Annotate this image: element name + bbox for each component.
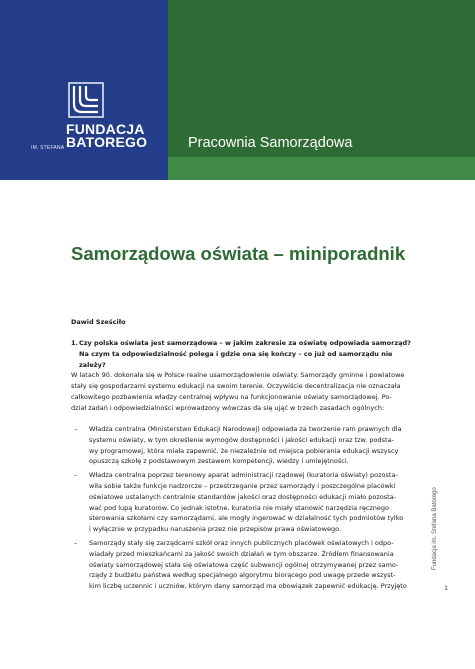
section-title: Pracownia Samorządowa (188, 135, 353, 151)
logo-small-text: IM. STEFANA (31, 145, 65, 151)
question-block (71, 338, 416, 371)
bullet-line: opuszczą szkołę z podstawowym zestawem kompetencji, wiedzy i umiejętności. (89, 457, 349, 466)
logo-wordmark (56, 123, 161, 149)
bullet-item (74, 424, 419, 467)
intro-paragraph (71, 370, 415, 414)
page-header (0, 0, 475, 180)
bullet-item (74, 538, 419, 592)
bullet-line: wiła sobie także funkcje nadzorcze – przestrzeganie przez samorządy i poszczególne placówki (89, 481, 396, 490)
header-green-panel (168, 0, 475, 180)
foundation-logo-icon (68, 82, 104, 118)
bullet-list (74, 424, 419, 595)
intro-line: W latach 90. dokonała się w Polsce realne usamorządowienie oświaty. Samorządy gminne i powiatowe (71, 371, 405, 379)
bullet-line: Władza centralna (Ministerstwo Edukacji Narodowej) odpowiada za tworzenie ram prawnych dla (89, 425, 402, 433)
logo-line-1: FUNDACJA (66, 121, 145, 137)
bullet-line: wiadały przed mieszkańcami za jakość swoich działań w tym obszarze. Źródłem finansowania (89, 549, 394, 558)
bullet-line: Samorządy stały się zarządcami szkół oraz innych publicznych placówek oświatowych i odpo- (89, 538, 394, 547)
bullet-line: Władza centralna poprzez terenowy aparat administracji rządowej (kuratoria oświaty) pozosta- (89, 471, 398, 480)
bullet-dash: – (74, 471, 78, 480)
intro-line: dział zadań i odpowiedzialności wprowadzony wówczas da się ująć w trzech zasadach ogólnych: (71, 404, 385, 412)
bullet-dash: – (74, 425, 78, 433)
bullet-line: i wyłącznie w przypadku naruszenia przez nie przepisów prawa oświatowego. (89, 525, 342, 534)
bullet-line: systemu oświaty, w tym określenie wymogów dostępności i jakości edukacji oraz tzw. podsta- (89, 435, 394, 444)
bullet-line: wy programowej, która miała zapewnić, że niezależnie od miejsca pobierania edukacji wszyscy (89, 446, 399, 455)
header-blue-panel (0, 0, 168, 180)
bullet-line: oświaty samorządowej stała się oświatowa część subwencji ogólnej otrzymywanej przez samo- (89, 560, 399, 569)
side-label (432, 420, 442, 570)
page-number: 1 (444, 584, 449, 592)
bullet-item (74, 470, 419, 535)
bullet-line: sterowania szkołami czy samorządami, ale mogły ingerować w działalność tych podmiotów tylko (89, 514, 404, 523)
intro-line: całkowitego pozbawienia władzy centralnej wpływu na funkcjonowanie oświaty samorządowej. Po- (71, 393, 392, 401)
header-green-strip (168, 157, 475, 180)
bullet-line: kim liczbę uczennic i uczniów, którym dany samorząd ma obowiązek zapewnić edukację. Przyjęto (89, 582, 407, 591)
intro-line: stały się gospodarzami systemu edukacji na swoim terenie. Oczywiście decentralizacja nie oznaczała (71, 382, 401, 390)
logo-line-2: BATOREGO (66, 134, 148, 150)
author-name: Dawid Sześciło (71, 318, 126, 326)
document-title: Samorządowa oświata – miniporadnik (71, 243, 406, 264)
bullet-line: rządy z budżetu państwa według specjalnego algorytmu biorącego pod uwagę przede wszyst- (89, 571, 396, 580)
bullet-line: wać pod lupą kuratorów. Co jednak istotne, kuratoria nie miały stanowić narzędzia ręcznego (89, 503, 390, 512)
side-label-text: Fundacja im. Stefana Batorego (432, 487, 438, 570)
bullet-line: oświatowe ustalanych centralnie standardów jakości oraz dostępności edukacji miało pozosta- (89, 492, 397, 501)
question-line: Na czym ta odpowiedzialność polega i gdzie ona się kończy – co już od samorządu nie zależy? (79, 350, 393, 369)
bullet-dash: – (74, 538, 78, 547)
question-number: 1. (71, 339, 78, 347)
question-line: Czy polska oświata jest samorządowa – w jakim zakresie za oświatę odpowiada samorząd? (79, 339, 411, 347)
